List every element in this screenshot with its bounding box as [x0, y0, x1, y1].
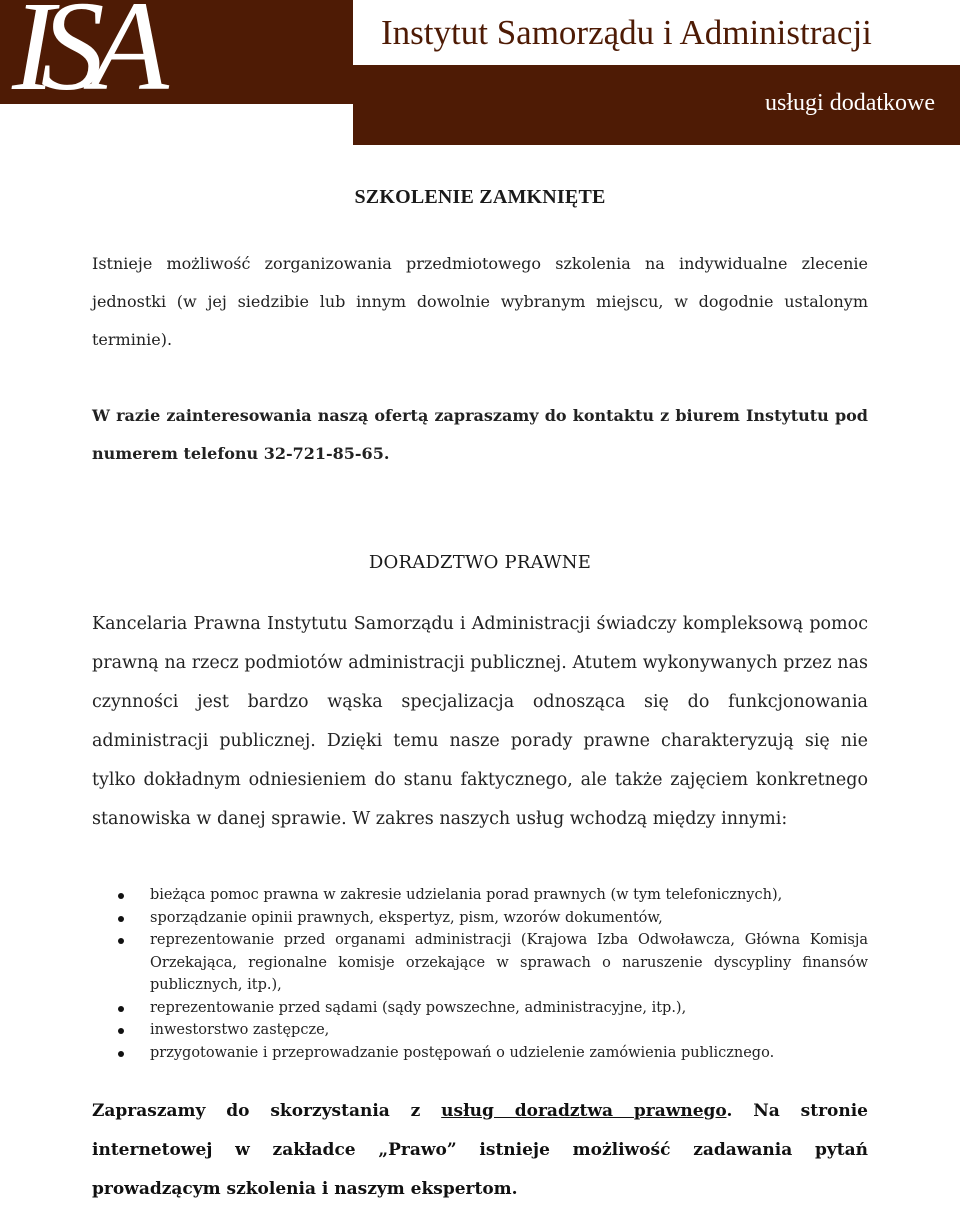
services-list	[92, 884, 868, 1064]
closed-training-heading: SZKOLENIE ZAMKNIĘTE	[354, 186, 606, 208]
bullet-icon	[118, 1051, 124, 1057]
section-subtitle: usługi dodatkowe	[765, 90, 935, 116]
list-item: przygotowanie i przeprowadzanie postępowań o udzielenie zamówienia publicznego.	[92, 1042, 868, 1065]
closed-training-paragraph: Istnieje możliwość zorganizowania przedmiotowego szkolenia na indywidualne zlecenie jednostki (w jej siedzibie lub innym dowolnie wybranym miejscu, w dogodnie ustalonym terminie).	[92, 254, 868, 349]
legal-advice-link[interactable]: usług doradztwa prawnego	[441, 1101, 727, 1121]
bullet-icon	[118, 916, 124, 922]
logo-block	[0, 0, 353, 104]
bullet-icon	[118, 1006, 124, 1012]
institute-name: Instytut Samorządu i Administracji	[381, 13, 872, 52]
legal-advice-heading: DORADZTWO PRAWNE	[368, 552, 592, 573]
list-item: reprezentowanie przed organami administracji (Krajowa Izba Odwoławcza, Główna Komisja Orzekająca, regionalne komisje orzekające w sprawach o naruszenie dyscypliny finansów publicznych, itp.),	[92, 929, 868, 997]
list-item: sporządzanie opinii prawnych, ekspertyz, pism, wzorów dokumentów,	[92, 907, 868, 930]
logo: ISA	[12, 0, 155, 104]
list-item: reprezentowanie przed sądami (sądy powszechne, administracyjne, itp.),	[92, 997, 868, 1020]
list-item: bieżąca pomoc prawna w zakresie udzielania porad prawnych (w tym telefonicznych),	[92, 884, 868, 907]
closing-paragraph: Zapraszamy do skorzystania z usług doradztwa prawnego. Na stronie internetowej w zakładce „Prawo” istnieje możliwość zadawania pytań prowadzącym szkolenia i naszym ekspertom.	[92, 1101, 869, 1199]
legal-advice-paragraph: Kancelaria Prawna Instytutu Samorządu i Administracji świadczy kompleksową pomoc prawną na rzecz podmiotów administracji publicznej. Atutem wykonywanych przez nas czynności jest bardzo wąska specjalizacja odnosząca się do funkcjonowania administracji publicznej. Dzięki temu nasze porady prawne charakteryzują się nie tylko dokładnym odniesieniem do stanu faktycznego, ale także zajęciem konkretnego stanowiska w danej sprawie. W zakres naszych usług wchodzą między innymi:	[92, 614, 868, 829]
bullet-icon	[118, 893, 124, 899]
list-item: inwestorstwo zastępcze,	[92, 1019, 868, 1042]
contact-paragraph: W razie zainteresowania naszą ofertą zapraszamy do kontaktu z biurem Instytutu pod numerem telefonu 32-721-85-65.	[92, 406, 868, 463]
bullet-icon	[118, 1028, 124, 1034]
bullet-icon	[118, 938, 124, 944]
